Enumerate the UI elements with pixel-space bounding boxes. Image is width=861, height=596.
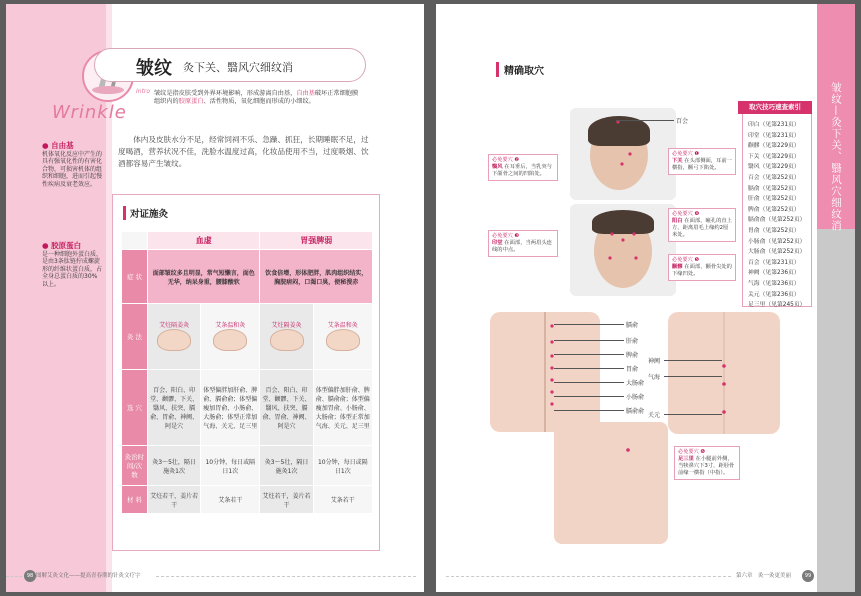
card-head-text: 必免要穴 xyxy=(672,211,693,217)
index-item: 胃俞（见第252页） xyxy=(748,227,800,234)
side-note-collagen xyxy=(42,242,102,288)
back-body-illustration xyxy=(490,312,600,432)
moxa-illustration xyxy=(270,329,304,351)
section-title: 对证施灸 xyxy=(123,206,168,220)
method-name: 艾炷隔姜灸 xyxy=(159,322,190,329)
material-cell: 艾炷若干，姜片若干 xyxy=(260,486,313,514)
card-num: ❸ xyxy=(514,233,520,239)
card-head xyxy=(678,449,736,456)
method-cell xyxy=(201,304,260,370)
card-num: ❹ xyxy=(694,211,700,217)
table-corner xyxy=(122,232,148,250)
card-head xyxy=(492,157,554,164)
card-num: ❻ xyxy=(700,449,706,455)
card-text: 在小腿前外侧，当犊鼻穴下3寸，距胫骨前缘一横指（中指）。 xyxy=(678,456,735,476)
left-page xyxy=(6,4,424,592)
index-item: 脾俞（见第252页） xyxy=(748,206,800,213)
leader-line xyxy=(664,376,722,377)
side-note-text: 机体氧化反应中产生的具有强氧化性的有害化合物，可损害机体的组织和细胞，进而引起慢性疾病及衰老效应。 xyxy=(42,150,103,188)
course-cell: 10分钟，每日或隔日1次 xyxy=(313,446,372,486)
quick-index-title: 取穴技巧速查索引 xyxy=(738,101,812,114)
intro-text-3: 、活性物质，氧化细胞而形成的小细纹。 xyxy=(203,98,315,105)
points-cell: 体型偏胖加肝俞、脾俞、膈俞俞；体型偏瘦加胃俞、小肠俞、大肠俞；体型正常加气海、关元、足三里 xyxy=(201,370,260,446)
acupoint-card-xiaguan xyxy=(668,148,736,175)
row-label-points: 选 穴 xyxy=(122,370,148,446)
index-item: 大肠俞（见第252页） xyxy=(748,249,806,256)
leader-line xyxy=(664,360,722,361)
material-cell: 艾炷若干，姜片若干 xyxy=(148,486,201,514)
page-subtitle: 灸下关、翳风穴细纹消 xyxy=(183,61,293,74)
label-geshushu: 膈俞俞 xyxy=(626,408,645,415)
page-number: 98 xyxy=(24,570,36,582)
footer-rule xyxy=(6,576,22,577)
label-dachangshu: 大肠俞 xyxy=(626,380,645,387)
badge-word: Wrinkle xyxy=(52,102,127,123)
course-cell: 灸3～5壮，隔日施灸1次 xyxy=(148,446,201,486)
legs-illustration xyxy=(554,422,668,544)
row-label-course: 灸治时间/次数 xyxy=(122,446,148,486)
points-cell: 体型偏胖加肝俞、脾俞、膈俞俞；体型偏瘦加胃俞、小肠俞、大肠俞；体型正常加气海、关元、足三里 xyxy=(313,370,372,446)
card-num: ❺ xyxy=(694,257,700,263)
index-item: 颧髎（见第229页） xyxy=(748,143,800,150)
card-head-text: 必免要穴 xyxy=(678,449,699,455)
acupoint-card-yifeng xyxy=(488,154,558,181)
index-item: 翳风（见第229页） xyxy=(748,164,800,171)
right-page xyxy=(436,4,855,592)
label-xiaochangshu: 小肠俞 xyxy=(626,394,645,401)
index-item: 关元（见第236页） xyxy=(748,291,800,298)
moxa-illustration xyxy=(326,329,360,351)
card-head-text: 必免要穴 xyxy=(672,257,693,263)
footer-rule xyxy=(156,576,416,577)
acupoint-marks xyxy=(570,108,676,200)
acupoint-card-yangbai xyxy=(668,208,736,242)
row-label-symptom: 症 状 xyxy=(122,250,148,304)
card-text: 在耳垂后，当乳突与下颌骨之间的凹陷处。 xyxy=(492,164,552,177)
index-item: 印白（见第231页） xyxy=(748,122,800,128)
side-note-head: ● 胶原蛋白 xyxy=(42,241,82,250)
label-ganshu: 肝俞 xyxy=(626,338,639,345)
card-head xyxy=(672,257,732,264)
leader-line xyxy=(554,340,624,341)
page-number: 99 xyxy=(802,570,814,582)
card-head-text: 必免要穴 xyxy=(672,151,693,157)
card-head xyxy=(672,151,732,158)
index-item: 百会（见第252页） xyxy=(748,174,800,181)
side-note-head: ● 自由基 xyxy=(42,141,74,150)
method-cell xyxy=(313,304,372,370)
intro-highlight-free-radical: 自由基 xyxy=(296,90,315,97)
leader-line xyxy=(664,414,722,415)
course-cell: 10分钟，每日或隔日1次 xyxy=(201,446,260,486)
leader-line xyxy=(554,324,624,325)
intro-text-2: 破坏正常细胞膜组织内的 xyxy=(154,90,359,105)
card-name: 翳风 xyxy=(492,164,503,170)
side-note-free-radical xyxy=(42,142,102,188)
intro-paragraph xyxy=(154,90,364,106)
card-head-text: 必免要穴 xyxy=(492,157,513,163)
leg-points xyxy=(554,422,668,544)
section-title: 精确取穴 xyxy=(496,62,544,77)
acupoint-card-yintang xyxy=(488,230,558,257)
card-text: 在面部，瞳孔的直上方，距离眉毛上缘约2厘米处。 xyxy=(672,218,732,238)
card-num: ❶ xyxy=(694,151,700,157)
row-label-moxa: 灸 法 xyxy=(122,304,148,370)
side-note-text: 是一种细胞外蛋白质，是由3条肽链拧成螺旋形的纤维状蛋白质，占全身总蛋白质的30%以上。 xyxy=(42,250,103,288)
symptom-cell: 面部皱纹多且明显，常气短懒言，面色无华，纳呆身重，腰膝酸软 xyxy=(148,250,260,304)
leader-line xyxy=(554,368,624,369)
material-cell: 艾条若干 xyxy=(201,486,260,514)
chapter-side-title: 皱纹—灸下关、翳风穴细纹消 xyxy=(830,82,842,232)
moxa-illustration xyxy=(157,329,191,351)
card-head xyxy=(672,211,732,218)
card-text: 在面部，当两眉头连线的中点。 xyxy=(492,240,552,253)
treatment-table xyxy=(121,231,373,514)
label-shenque: 神阙 xyxy=(648,358,661,365)
intro-tag: Intro xyxy=(136,88,151,95)
page-title: 皱纹 xyxy=(136,58,172,79)
index-item: 神阙（见第236页） xyxy=(748,270,800,277)
index-item: 印堂（见第231页） xyxy=(748,132,800,139)
card-head xyxy=(492,233,554,240)
method-name: 艾炷隔姜灸 xyxy=(271,322,302,329)
card-name: 下关 xyxy=(672,158,683,164)
label-geshu: 膈俞 xyxy=(626,322,639,329)
footer-rule xyxy=(446,576,731,577)
points-cell: 百会、阳白、印堂、颧髎、下关、翳风、扶突、膈俞、胃俞、神阙、阿是穴 xyxy=(260,370,313,446)
leader-line xyxy=(554,354,624,355)
card-head-text: 必免要穴 xyxy=(492,233,513,239)
running-footer: 图解艾灸文化——提高青春期的针灸文疗字 xyxy=(36,573,141,579)
label-pishu: 脾俞 xyxy=(626,352,639,359)
index-item: 小肠俞（见第252页） xyxy=(748,238,806,245)
intro-highlight-collagen: 胶原蛋白 xyxy=(178,98,204,105)
leader-line xyxy=(554,396,624,397)
index-item: 膈俞（见第252页） xyxy=(748,185,800,192)
spine-points xyxy=(490,312,600,432)
front-body-illustration xyxy=(668,312,780,434)
index-item: 下关（见第229页） xyxy=(748,153,800,160)
acupoint-marks xyxy=(570,204,676,296)
leader-line xyxy=(616,120,674,121)
symptom-cell: 饮食倍增，形体肥胖，肌肉组织结实，胸脘痞闷，口渴口臭，便秘溲赤 xyxy=(260,250,373,304)
card-num: ❷ xyxy=(514,157,520,163)
points-cell: 百会、阳白、印堂、颧髎、下关、翳风、扶突、膈俞、胃俞、神阙、阿是穴 xyxy=(148,370,201,446)
label-baihui: 百会 xyxy=(676,118,689,125)
index-item: 肝俞（见第252页） xyxy=(748,196,800,203)
method-name: 艾条温和灸 xyxy=(215,322,246,329)
card-name: 足三里 xyxy=(678,456,694,462)
quick-index-list xyxy=(748,120,805,311)
acupoint-card-zusanli xyxy=(674,446,740,480)
index-item: 气海（见第236页） xyxy=(748,280,800,287)
method-cell xyxy=(260,304,313,370)
index-item: 百会（见第231页） xyxy=(748,259,800,266)
method-cell xyxy=(148,304,201,370)
card-text: 在头部侧面，耳前一横指，颧弓下陷处。 xyxy=(672,158,732,171)
intro-text-1: 皱纹是指皮肤受到外界环境影响，形成游离自由基， xyxy=(154,90,297,97)
acupoint-card-quanliao xyxy=(668,254,736,281)
leader-line xyxy=(554,410,624,411)
head-front-illustration xyxy=(570,204,676,296)
col-head-stomach-spleen: 胃强脾弱 xyxy=(260,232,373,250)
abdomen-points xyxy=(668,312,780,434)
index-item: 膈俞俞（见第252页） xyxy=(748,217,806,224)
course-cell: 灸3～5壮，隔日施灸1次 xyxy=(260,446,313,486)
method-name: 艾条温和灸 xyxy=(327,322,358,329)
body-paragraph: 体内及皮肤水分不足，经常饲祠不乐、急躁、抓狂，长期睡眠不足，过度喝酒，营养状况不佳，洗脸水温度过高，化妆品使用不当，过度吸烟、饮酒都容易产生皱纹。 xyxy=(118,135,369,168)
head-side-illustration xyxy=(570,108,676,200)
card-name: 颧髎 xyxy=(672,264,683,270)
material-cell: 艾条若干 xyxy=(313,486,372,514)
col-head-blood-deficiency: 血虚 xyxy=(148,232,260,250)
running-footer: 第六章 灸一灸更美丽 xyxy=(736,573,792,579)
index-item: 足三里（见第245页） xyxy=(748,302,806,309)
treatment-panel xyxy=(112,194,380,551)
card-name: 印堂 xyxy=(492,240,503,246)
leader-line xyxy=(554,382,624,383)
label-weishu: 胃俞 xyxy=(626,366,639,373)
moxa-illustration xyxy=(213,329,247,351)
label-qihai: 气海 xyxy=(648,374,661,381)
row-label-material: 材 料 xyxy=(122,486,148,514)
card-name: 阳白 xyxy=(672,218,683,224)
card-text: 在面部，颧骨尖处的下缘凹处。 xyxy=(672,264,732,277)
label-guanyuan: 关元 xyxy=(648,412,661,419)
